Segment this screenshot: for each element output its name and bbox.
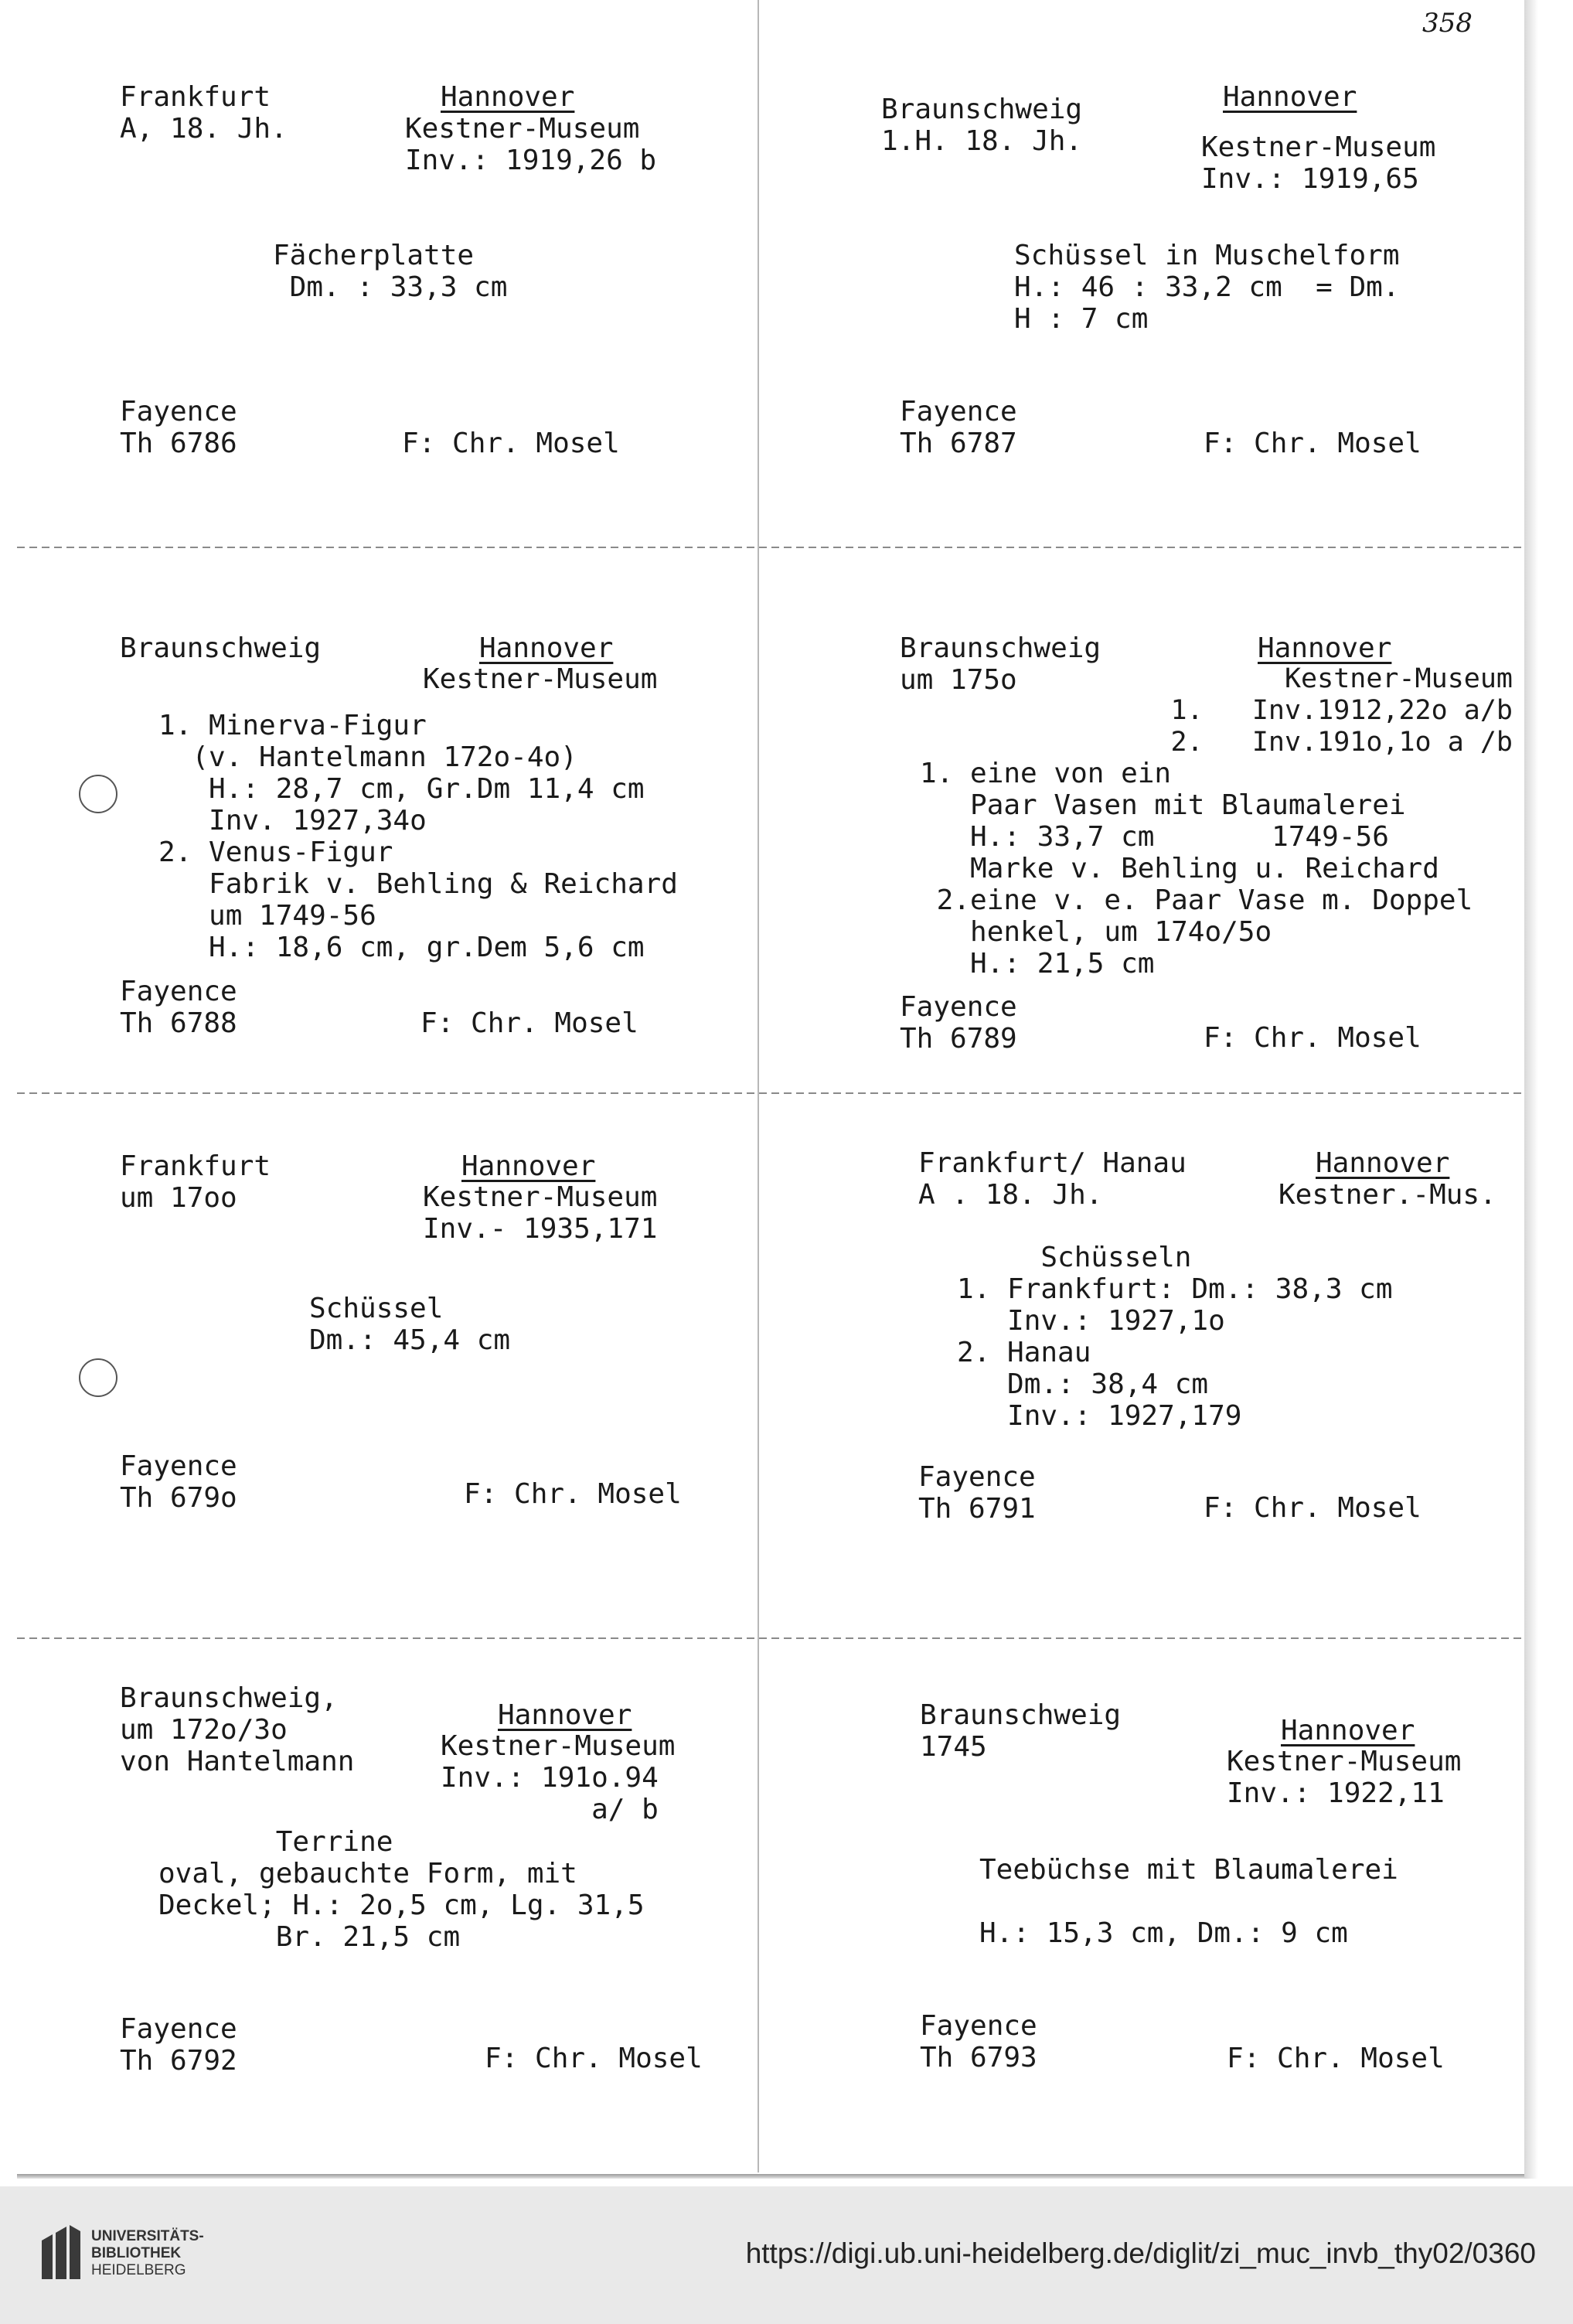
card-object: 1. eine von ein Paar Vasen mit Blaumalerei H.: 33,7 cm 1749-56 Marke v. Behling u. Reichard 2.eine v. e. Paar Vase m. Doppel henkel, um 174o/5o H.: 21,5 cm [920,758,1473,980]
catalog-sheet [17,0,1524,2176]
card-material: Fayence Th 6792 [120,2013,237,2077]
card-photographer: F: Chr. Mosel [420,1007,638,1039]
card-photographer: F: Chr. Mosel [1204,428,1421,459]
card-photographer: F: Chr. Mosel [402,428,620,459]
card-museum: Hannover [479,632,614,664]
card-photographer: F: Chr. Mosel [1204,1492,1421,1524]
punch-hole [79,775,117,813]
library-logo-text [91,2228,204,2279]
paper-right-shadow [1524,0,1538,2179]
card-object: Teebüchse mit Blaumalerei H.: 15,3 cm, Dm.: 9 cm [979,1854,1398,1949]
card-material: Fayence Th 6793 [920,2010,1037,2074]
card-holder: Kestner.-Mus. [1278,1179,1496,1211]
logo-line: HEIDELBERG [91,2262,186,2278]
logo-line: UNIVERSITÄTS- [91,2228,204,2244]
card-object: Schüssel in Muschelform H.: 46 : 33,2 cm = Dm. H : 7 cm [1014,240,1400,335]
row-divider [17,1092,1524,1094]
card-photographer: F: Chr. Mosel [464,1478,682,1510]
card-holder: Kestner-Museum Inv.: 1919,65 [1201,131,1436,195]
card-origin: Braunschweig um 175o [900,632,1101,696]
card-material: Fayence Th 6786 [120,396,237,459]
card-object: 1. Minerva-Figur (v. Hantelmann 172o-4o) H.: 28,7 cm, Gr.Dm 11,4 cm Inv. 1927,34o 2. Venus-Figur Fabrik v. Behling & Reichard um 1749-56 H.: 18,6 cm, gr.Dem 5,6 cm [158,710,678,963]
card-museum: Hannover [1281,1715,1415,1746]
card-museum: Hannover [461,1150,596,1182]
card-holder: Kestner-Museum Inv.: 1922,11 [1227,1746,1462,1809]
card-museum: Hannover [441,81,575,113]
card-object: Schüsseln 1. Frankfurt: Dm.: 38,3 cm Inv.: 1927,1o 2. Hanau Dm.: 38,4 cm Inv.: 1927,179 [957,1242,1393,1432]
card-origin: Braunschweig [120,632,322,664]
card-material: Fayence Th 679o [120,1450,237,1514]
card-origin: Frankfurt um 17oo [120,1150,271,1214]
card-museum: Hannover [1223,81,1357,113]
card-holder: Kestner-Museum Inv.: 1919,26 b [405,113,657,176]
card-holder: Kestner-Museum Inv.- 1935,171 [423,1181,658,1245]
footer-bar [0,2186,1573,2324]
paper-edge-shadow [17,2174,1524,2179]
row-divider [17,1637,1524,1639]
card-material: Fayence Th 6791 [918,1461,1036,1525]
row-divider [17,547,1524,548]
card-origin: Braunschweig, um 172o/3o von Hantelmann [120,1682,355,1777]
card-origin: Braunschweig 1.H. 18. Jh. [881,94,1083,157]
card-photographer: F: Chr. Mosel [1204,1022,1421,1054]
column-divider [758,0,759,2172]
logo-line: BIBLIOTHEK [91,2245,182,2261]
card-object: Fächerplatte Dm. : 33,3 cm [273,240,508,303]
card-origin: Braunschweig 1745 [920,1699,1122,1763]
card-holder: Kestner-Museum Inv.: 191o.94 a/ b [441,1730,676,1825]
card-photographer: F: Chr. Mosel [1227,2043,1445,2074]
card-museum: Hannover [498,1699,632,1731]
library-logo-icon [40,2223,82,2281]
card-material: Fayence Th 6788 [120,976,237,1039]
card-museum: Hannover [1316,1147,1450,1179]
card-holder: Kestner-Museum [423,663,658,695]
card-photographer: F: Chr. Mosel [485,2043,703,2074]
card-object: Terrine oval, gebauchte Form, mit Deckel; H.: 2o,5 cm, Lg. 31,5 Br. 21,5 cm [158,1826,645,1953]
card-material: Fayence Th 6789 [900,991,1017,1055]
card-museum: Hannover [1258,632,1392,664]
card-material: Fayence Th 6787 [900,396,1017,459]
card-origin: Frankfurt/ Hanau A . 18. Jh. [918,1147,1187,1211]
page-number: 358 [1422,8,1473,39]
card-holder: Kestner-Museum 1. Inv.1912,22o a/b 2. Inv.191o,1o a /b [1170,663,1513,758]
punch-hole [79,1358,117,1397]
card-object: Schüssel Dm.: 45,4 cm [309,1293,511,1356]
source-url-link[interactable]: https://digi.ub.uni-heidelberg.de/diglit/zi_muc_invb_thy02/0360 [745,2237,1536,2269]
card-origin: Frankfurt A, 18. Jh. [120,81,288,145]
